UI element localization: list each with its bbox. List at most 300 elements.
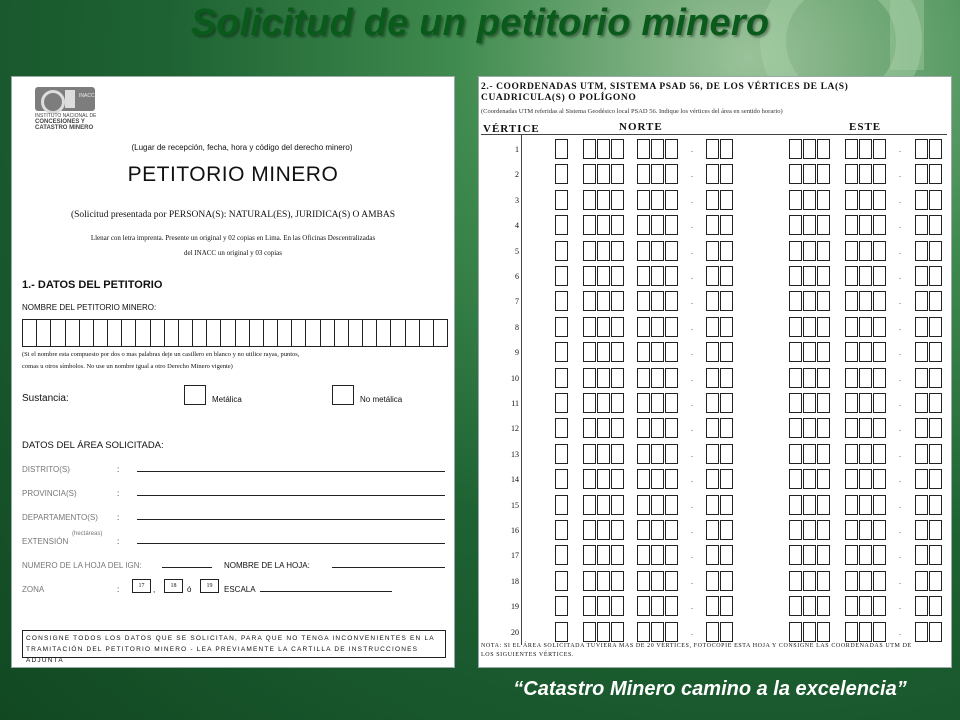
coordinate-digit-cell[interactable]: [637, 342, 650, 362]
coordinate-digit-cell[interactable]: [706, 291, 719, 311]
coordinate-digit-cell[interactable]: [929, 215, 942, 235]
coordinate-digit-cell[interactable]: [929, 520, 942, 540]
coordinate-digit-cell[interactable]: [651, 291, 664, 311]
coordinate-digit-cell[interactable]: [929, 190, 942, 210]
coordinate-digit-cell[interactable]: [651, 495, 664, 515]
coordinate-digit-cell[interactable]: [929, 596, 942, 616]
coordinate-digit-cell[interactable]: [873, 190, 886, 210]
coordinate-digit-cell[interactable]: [789, 469, 802, 489]
coordinate-digit-cell[interactable]: [929, 266, 942, 286]
coordinate-digit-cell[interactable]: [873, 241, 886, 261]
coordinate-digit-cell[interactable]: [637, 495, 650, 515]
coordinate-digit-cell[interactable]: [817, 368, 830, 388]
coordinate-digit-cell[interactable]: [929, 241, 942, 261]
coordinate-digit-cell[interactable]: [665, 520, 678, 540]
coordinate-digit-cell[interactable]: [789, 266, 802, 286]
coordinate-digit-cell[interactable]: [929, 418, 942, 438]
petition-name-cells[interactable]: [22, 319, 448, 347]
coordinate-digit-cell[interactable]: [803, 520, 816, 540]
coordinate-digit-cell[interactable]: [597, 368, 610, 388]
coordinate-digit-cell[interactable]: [651, 266, 664, 286]
zone-18-box[interactable]: 18: [164, 579, 183, 593]
coordinate-digit-cell[interactable]: [611, 164, 624, 184]
coordinate-digit-cell[interactable]: [555, 190, 568, 210]
coordinate-digit-cell[interactable]: [611, 393, 624, 413]
coordinate-digit-cell[interactable]: [651, 190, 664, 210]
coordinate-digit-cell[interactable]: [873, 444, 886, 464]
coordinate-digit-cell[interactable]: [859, 368, 872, 388]
coordinate-digit-cell[interactable]: [651, 596, 664, 616]
coordinate-digit-cell[interactable]: [859, 342, 872, 362]
coordinate-digit-cell[interactable]: [637, 469, 650, 489]
coordinate-digit-cell[interactable]: [597, 495, 610, 515]
coordinate-digit-cell[interactable]: [611, 139, 624, 159]
coordinate-digit-cell[interactable]: [637, 596, 650, 616]
coordinate-digit-cell[interactable]: [637, 520, 650, 540]
coordinate-digit-cell[interactable]: [720, 469, 733, 489]
coordinate-digit-cell[interactable]: [873, 164, 886, 184]
coordinate-digit-cell[interactable]: [651, 241, 664, 261]
coordinate-digit-cell[interactable]: [817, 164, 830, 184]
coordinate-digit-cell[interactable]: [637, 291, 650, 311]
coordinate-digit-cell[interactable]: [789, 596, 802, 616]
coordinate-digit-cell[interactable]: [789, 520, 802, 540]
coordinate-digit-cell[interactable]: [789, 164, 802, 184]
coordinate-digit-cell[interactable]: [555, 368, 568, 388]
coordinate-digit-cell[interactable]: [720, 291, 733, 311]
coordinate-digit-cell[interactable]: [583, 393, 596, 413]
coordinate-digit-cell[interactable]: [597, 520, 610, 540]
coordinate-digit-cell[interactable]: [873, 545, 886, 565]
coordinate-digit-cell[interactable]: [597, 139, 610, 159]
coordinate-digit-cell[interactable]: [720, 545, 733, 565]
coordinate-digit-cell[interactable]: [555, 444, 568, 464]
coordinate-digit-cell[interactable]: [706, 368, 719, 388]
coordinate-digit-cell[interactable]: [665, 317, 678, 337]
coordinate-digit-cell[interactable]: [859, 622, 872, 642]
coordinate-digit-cell[interactable]: [665, 342, 678, 362]
coordinate-digit-cell[interactable]: [803, 291, 816, 311]
coordinate-digit-cell[interactable]: [720, 520, 733, 540]
coordinate-digit-cell[interactable]: [929, 342, 942, 362]
coordinate-digit-cell[interactable]: [706, 266, 719, 286]
coordinate-digit-cell[interactable]: [720, 596, 733, 616]
district-field[interactable]: [137, 471, 445, 472]
coordinate-digit-cell[interactable]: [706, 596, 719, 616]
coordinate-digit-cell[interactable]: [637, 622, 650, 642]
coordinate-digit-cell[interactable]: [817, 393, 830, 413]
coordinate-digit-cell[interactable]: [720, 317, 733, 337]
coordinate-digit-cell[interactable]: [873, 266, 886, 286]
coordinate-digit-cell[interactable]: [665, 469, 678, 489]
coordinate-digit-cell[interactable]: [706, 571, 719, 591]
coordinate-digit-cell[interactable]: [706, 545, 719, 565]
coordinate-digit-cell[interactable]: [720, 418, 733, 438]
coordinate-digit-cell[interactable]: [845, 368, 858, 388]
coordinate-digit-cell[interactable]: [555, 495, 568, 515]
coordinate-digit-cell[interactable]: [845, 571, 858, 591]
coordinate-digit-cell[interactable]: [817, 545, 830, 565]
department-field[interactable]: [137, 519, 445, 520]
extension-field[interactable]: [137, 543, 445, 544]
coordinate-digit-cell[interactable]: [845, 469, 858, 489]
coordinate-digit-cell[interactable]: [789, 241, 802, 261]
coordinate-digit-cell[interactable]: [859, 596, 872, 616]
coordinate-digit-cell[interactable]: [583, 545, 596, 565]
coordinate-digit-cell[interactable]: [720, 393, 733, 413]
coordinate-digit-cell[interactable]: [555, 342, 568, 362]
coordinate-digit-cell[interactable]: [583, 520, 596, 540]
coordinate-digit-cell[interactable]: [817, 469, 830, 489]
coordinate-digit-cell[interactable]: [651, 545, 664, 565]
coordinate-digit-cell[interactable]: [651, 571, 664, 591]
coordinate-digit-cell[interactable]: [597, 266, 610, 286]
coordinate-digit-cell[interactable]: [583, 571, 596, 591]
coordinate-digit-cell[interactable]: [789, 495, 802, 515]
coordinate-digit-cell[interactable]: [789, 571, 802, 591]
coordinate-digit-cell[interactable]: [637, 317, 650, 337]
coordinate-digit-cell[interactable]: [803, 596, 816, 616]
coordinate-digit-cell[interactable]: [845, 164, 858, 184]
coordinate-digit-cell[interactable]: [845, 418, 858, 438]
coordinate-digit-cell[interactable]: [651, 520, 664, 540]
coordinate-digit-cell[interactable]: [817, 266, 830, 286]
coordinate-digit-cell[interactable]: [873, 495, 886, 515]
coordinate-digit-cell[interactable]: [803, 571, 816, 591]
coordinate-digit-cell[interactable]: [915, 571, 928, 591]
coordinate-digit-cell[interactable]: [859, 291, 872, 311]
coordinate-digit-cell[interactable]: [597, 164, 610, 184]
coordinate-digit-cell[interactable]: [915, 291, 928, 311]
coordinate-digit-cell[interactable]: [611, 622, 624, 642]
coordinate-digit-cell[interactable]: [873, 368, 886, 388]
coordinate-digit-cell[interactable]: [915, 164, 928, 184]
coordinate-digit-cell[interactable]: [859, 571, 872, 591]
coordinate-digit-cell[interactable]: [720, 342, 733, 362]
coordinate-digit-cell[interactable]: [665, 393, 678, 413]
coordinate-digit-cell[interactable]: [789, 342, 802, 362]
coordinate-digit-cell[interactable]: [651, 164, 664, 184]
coordinate-digit-cell[interactable]: [845, 393, 858, 413]
coordinate-digit-cell[interactable]: [611, 571, 624, 591]
coordinate-digit-cell[interactable]: [845, 444, 858, 464]
coordinate-digit-cell[interactable]: [915, 545, 928, 565]
coordinate-digit-cell[interactable]: [859, 266, 872, 286]
coordinate-digit-cell[interactable]: [859, 241, 872, 261]
coordinate-digit-cell[interactable]: [859, 418, 872, 438]
coordinate-digit-cell[interactable]: [583, 596, 596, 616]
coordinate-digit-cell[interactable]: [665, 190, 678, 210]
coordinate-digit-cell[interactable]: [720, 368, 733, 388]
coordinate-digit-cell[interactable]: [665, 368, 678, 388]
coordinate-digit-cell[interactable]: [845, 317, 858, 337]
metallic-checkbox[interactable]: [184, 385, 206, 405]
coordinate-digit-cell[interactable]: [597, 342, 610, 362]
coordinate-digit-cell[interactable]: [597, 190, 610, 210]
coordinate-digit-cell[interactable]: [789, 393, 802, 413]
zone-17-box[interactable]: 17: [132, 579, 151, 593]
coordinate-digit-cell[interactable]: [817, 317, 830, 337]
coordinate-digit-cell[interactable]: [597, 215, 610, 235]
coordinate-digit-cell[interactable]: [873, 596, 886, 616]
coordinate-digit-cell[interactable]: [720, 622, 733, 642]
coordinate-digit-cell[interactable]: [929, 368, 942, 388]
coordinate-digit-cell[interactable]: [803, 266, 816, 286]
coordinate-digit-cell[interactable]: [803, 342, 816, 362]
coordinate-digit-cell[interactable]: [706, 622, 719, 642]
coordinate-digit-cell[interactable]: [720, 164, 733, 184]
coordinate-digit-cell[interactable]: [555, 418, 568, 438]
coordinate-digit-cell[interactable]: [597, 622, 610, 642]
coordinate-digit-cell[interactable]: [651, 368, 664, 388]
coordinate-digit-cell[interactable]: [915, 317, 928, 337]
coordinate-digit-cell[interactable]: [803, 215, 816, 235]
coordinate-digit-cell[interactable]: [665, 571, 678, 591]
coordinate-digit-cell[interactable]: [929, 317, 942, 337]
coordinate-digit-cell[interactable]: [873, 215, 886, 235]
nonmetallic-checkbox[interactable]: [332, 385, 354, 405]
zone-19-box[interactable]: 19: [200, 579, 219, 593]
coordinate-digit-cell[interactable]: [859, 520, 872, 540]
coordinate-digit-cell[interactable]: [873, 393, 886, 413]
coordinate-digit-cell[interactable]: [803, 190, 816, 210]
coordinate-digit-cell[interactable]: [873, 418, 886, 438]
coordinate-digit-cell[interactable]: [611, 596, 624, 616]
coordinate-digit-cell[interactable]: [929, 139, 942, 159]
coordinate-digit-cell[interactable]: [720, 571, 733, 591]
coordinate-digit-cell[interactable]: [611, 342, 624, 362]
coordinate-digit-cell[interactable]: [915, 190, 928, 210]
coordinate-digit-cell[interactable]: [555, 393, 568, 413]
coordinate-digit-cell[interactable]: [597, 317, 610, 337]
coordinate-digit-cell[interactable]: [706, 418, 719, 438]
coordinate-digit-cell[interactable]: [929, 444, 942, 464]
coordinate-digit-cell[interactable]: [555, 291, 568, 311]
coordinate-digit-cell[interactable]: [665, 545, 678, 565]
coordinate-digit-cell[interactable]: [665, 241, 678, 261]
coordinate-digit-cell[interactable]: [817, 444, 830, 464]
coordinate-digit-cell[interactable]: [611, 368, 624, 388]
coordinate-digit-cell[interactable]: [915, 469, 928, 489]
coordinate-digit-cell[interactable]: [665, 139, 678, 159]
coordinate-digit-cell[interactable]: [845, 495, 858, 515]
coordinate-digit-cell[interactable]: [555, 241, 568, 261]
coordinate-digit-cell[interactable]: [845, 215, 858, 235]
coordinate-digit-cell[interactable]: [845, 190, 858, 210]
coordinate-digit-cell[interactable]: [859, 317, 872, 337]
coordinate-digit-cell[interactable]: [611, 266, 624, 286]
coordinate-digit-cell[interactable]: [915, 596, 928, 616]
coordinate-digit-cell[interactable]: [583, 368, 596, 388]
coordinate-digit-cell[interactable]: [706, 139, 719, 159]
coordinate-digit-cell[interactable]: [651, 622, 664, 642]
coordinate-digit-cell[interactable]: [651, 139, 664, 159]
coordinate-digit-cell[interactable]: [845, 291, 858, 311]
coordinate-digit-cell[interactable]: [583, 444, 596, 464]
coordinate-digit-cell[interactable]: [583, 215, 596, 235]
coordinate-digit-cell[interactable]: [915, 622, 928, 642]
coordinate-digit-cell[interactable]: [817, 139, 830, 159]
coordinate-digit-cell[interactable]: [915, 139, 928, 159]
coordinate-digit-cell[interactable]: [859, 164, 872, 184]
coordinate-digit-cell[interactable]: [651, 317, 664, 337]
coordinate-digit-cell[interactable]: [706, 469, 719, 489]
coordinate-digit-cell[interactable]: [873, 139, 886, 159]
coordinate-digit-cell[interactable]: [611, 241, 624, 261]
coordinate-digit-cell[interactable]: [845, 545, 858, 565]
coordinate-digit-cell[interactable]: [611, 317, 624, 337]
coordinate-digit-cell[interactable]: [817, 622, 830, 642]
coordinate-digit-cell[interactable]: [637, 164, 650, 184]
coordinate-digit-cell[interactable]: [706, 317, 719, 337]
coordinate-digit-cell[interactable]: [803, 444, 816, 464]
coordinate-digit-cell[interactable]: [873, 291, 886, 311]
coordinate-digit-cell[interactable]: [915, 418, 928, 438]
coordinate-digit-cell[interactable]: [583, 317, 596, 337]
coordinate-digit-cell[interactable]: [651, 469, 664, 489]
coordinate-digit-cell[interactable]: [803, 622, 816, 642]
coordinate-digit-cell[interactable]: [706, 495, 719, 515]
coordinate-digit-cell[interactable]: [915, 444, 928, 464]
coordinate-digit-cell[interactable]: [651, 342, 664, 362]
coordinate-digit-cell[interactable]: [873, 622, 886, 642]
sheet-number-field[interactable]: [162, 567, 212, 568]
coordinate-digit-cell[interactable]: [637, 215, 650, 235]
coordinate-digit-cell[interactable]: [665, 622, 678, 642]
coordinate-digit-cell[interactable]: [706, 215, 719, 235]
coordinate-digit-cell[interactable]: [929, 393, 942, 413]
coordinate-digit-cell[interactable]: [817, 215, 830, 235]
coordinate-digit-cell[interactable]: [915, 368, 928, 388]
coordinate-digit-cell[interactable]: [720, 215, 733, 235]
coordinate-digit-cell[interactable]: [583, 190, 596, 210]
coordinate-digit-cell[interactable]: [555, 139, 568, 159]
province-field[interactable]: [137, 495, 445, 496]
coordinate-digit-cell[interactable]: [597, 571, 610, 591]
coordinate-digit-cell[interactable]: [789, 622, 802, 642]
coordinate-digit-cell[interactable]: [789, 444, 802, 464]
coordinate-digit-cell[interactable]: [555, 545, 568, 565]
coordinate-digit-cell[interactable]: [859, 545, 872, 565]
coordinate-digit-cell[interactable]: [597, 545, 610, 565]
coordinate-digit-cell[interactable]: [859, 444, 872, 464]
coordinate-digit-cell[interactable]: [859, 469, 872, 489]
coordinate-digit-cell[interactable]: [915, 215, 928, 235]
coordinate-digit-cell[interactable]: [665, 164, 678, 184]
coordinate-digit-cell[interactable]: [873, 342, 886, 362]
coordinate-digit-cell[interactable]: [597, 469, 610, 489]
coordinate-digit-cell[interactable]: [929, 622, 942, 642]
coordinate-digit-cell[interactable]: [583, 495, 596, 515]
coordinate-digit-cell[interactable]: [706, 342, 719, 362]
coordinate-digit-cell[interactable]: [720, 444, 733, 464]
coordinate-digit-cell[interactable]: [651, 215, 664, 235]
coordinate-digit-cell[interactable]: [637, 545, 650, 565]
coordinate-digit-cell[interactable]: [651, 393, 664, 413]
coordinate-digit-cell[interactable]: [555, 317, 568, 337]
coordinate-digit-cell[interactable]: [583, 241, 596, 261]
coordinate-digit-cell[interactable]: [845, 596, 858, 616]
coordinate-digit-cell[interactable]: [637, 139, 650, 159]
coordinate-digit-cell[interactable]: [915, 241, 928, 261]
coordinate-digit-cell[interactable]: [915, 266, 928, 286]
coordinate-digit-cell[interactable]: [611, 215, 624, 235]
coordinate-digit-cell[interactable]: [803, 418, 816, 438]
coordinate-digit-cell[interactable]: [845, 241, 858, 261]
coordinate-digit-cell[interactable]: [555, 596, 568, 616]
coordinate-digit-cell[interactable]: [651, 444, 664, 464]
coordinate-digit-cell[interactable]: [873, 317, 886, 337]
coordinate-digit-cell[interactable]: [845, 342, 858, 362]
coordinate-digit-cell[interactable]: [720, 495, 733, 515]
coordinate-digit-cell[interactable]: [637, 444, 650, 464]
coordinate-digit-cell[interactable]: [859, 139, 872, 159]
coordinate-digit-cell[interactable]: [637, 190, 650, 210]
coordinate-digit-cell[interactable]: [597, 241, 610, 261]
coordinate-digit-cell[interactable]: [817, 241, 830, 261]
coordinate-digit-cell[interactable]: [665, 266, 678, 286]
coordinate-digit-cell[interactable]: [873, 469, 886, 489]
coordinate-digit-cell[interactable]: [789, 215, 802, 235]
coordinate-digit-cell[interactable]: [817, 571, 830, 591]
coordinate-digit-cell[interactable]: [817, 342, 830, 362]
coordinate-digit-cell[interactable]: [583, 291, 596, 311]
coordinate-digit-cell[interactable]: [720, 139, 733, 159]
coordinate-digit-cell[interactable]: [929, 164, 942, 184]
coordinate-digit-cell[interactable]: [706, 164, 719, 184]
coordinate-digit-cell[interactable]: [706, 241, 719, 261]
coordinate-digit-cell[interactable]: [929, 469, 942, 489]
coordinate-digit-cell[interactable]: [611, 418, 624, 438]
coordinate-digit-cell[interactable]: [817, 520, 830, 540]
coordinate-digit-cell[interactable]: [597, 418, 610, 438]
coordinate-digit-cell[interactable]: [845, 266, 858, 286]
coordinate-digit-cell[interactable]: [859, 190, 872, 210]
coordinate-digit-cell[interactable]: [555, 266, 568, 286]
coordinate-digit-cell[interactable]: [803, 241, 816, 261]
coordinate-digit-cell[interactable]: [803, 495, 816, 515]
coordinate-digit-cell[interactable]: [789, 317, 802, 337]
coordinate-digit-cell[interactable]: [915, 393, 928, 413]
coordinate-digit-cell[interactable]: [583, 139, 596, 159]
coordinate-digit-cell[interactable]: [651, 418, 664, 438]
coordinate-digit-cell[interactable]: [611, 520, 624, 540]
coordinate-digit-cell[interactable]: [706, 520, 719, 540]
coordinate-digit-cell[interactable]: [817, 190, 830, 210]
coordinate-digit-cell[interactable]: [929, 545, 942, 565]
coordinate-digit-cell[interactable]: [583, 622, 596, 642]
coordinate-digit-cell[interactable]: [929, 291, 942, 311]
coordinate-digit-cell[interactable]: [845, 622, 858, 642]
coordinate-digit-cell[interactable]: [803, 139, 816, 159]
coordinate-digit-cell[interactable]: [817, 495, 830, 515]
coordinate-digit-cell[interactable]: [859, 215, 872, 235]
coordinate-digit-cell[interactable]: [665, 495, 678, 515]
coordinate-digit-cell[interactable]: [611, 469, 624, 489]
coordinate-digit-cell[interactable]: [817, 596, 830, 616]
coordinate-digit-cell[interactable]: [845, 520, 858, 540]
coordinate-digit-cell[interactable]: [583, 418, 596, 438]
coordinate-digit-cell[interactable]: [597, 291, 610, 311]
coordinate-digit-cell[interactable]: [929, 495, 942, 515]
coordinate-digit-cell[interactable]: [706, 393, 719, 413]
coordinate-digit-cell[interactable]: [803, 164, 816, 184]
coordinate-digit-cell[interactable]: [706, 190, 719, 210]
coordinate-digit-cell[interactable]: [611, 190, 624, 210]
coordinate-digit-cell[interactable]: [583, 164, 596, 184]
coordinate-digit-cell[interactable]: [706, 444, 719, 464]
coordinate-digit-cell[interactable]: [637, 241, 650, 261]
